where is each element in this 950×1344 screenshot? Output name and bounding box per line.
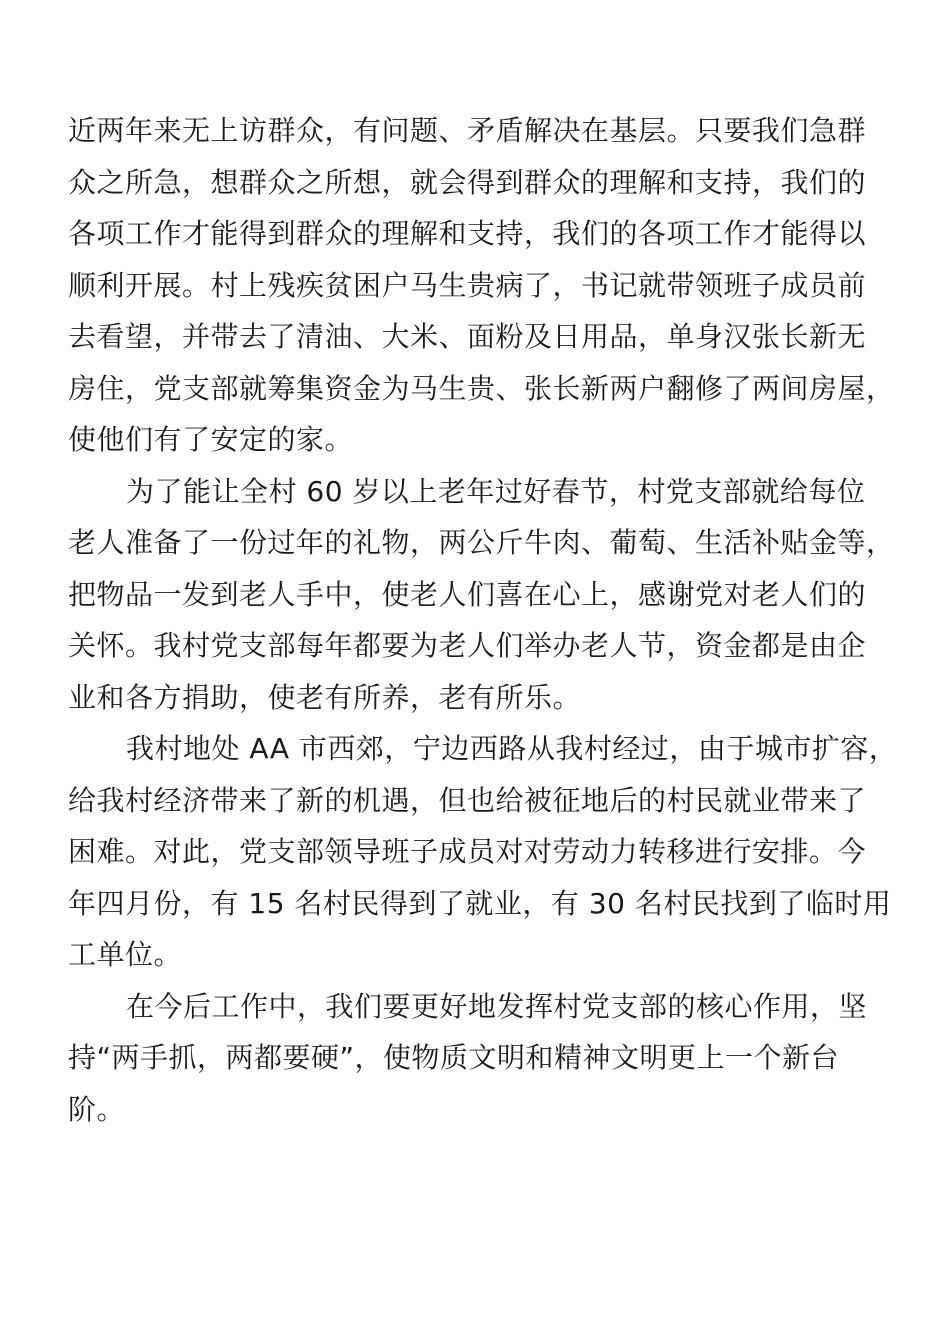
text-line: 各项工作才能得到群众的理解和支持，我们的各项工作才能得以: [68, 217, 867, 250]
text-line: 老人准备了一份过年的礼物，两公斤牛肉、葡萄、生活补贴金等，: [68, 526, 895, 559]
text-line: 顺利开展。村上残疾贫困户马生贵病了，书记就带领班子成员前: [68, 268, 867, 302]
text-line: 业和各方捐助，使老有所养，老有所乐。: [68, 680, 582, 714]
text-line: 持“两手抓，两都要硬”，使物质文明和精神文明更上一个新台: [68, 1041, 840, 1074]
text-line: 我村地处 AA 市西郊，宁边西路从我村经过，由于城市扩容，: [126, 732, 898, 765]
text-line: 把物品一发到老人手中，使老人们喜在心上，感谢党对老人们的: [68, 577, 867, 611]
text-line: 年四月份，有 15 名村民得到了就业，有 30 名村民找到了临时用: [68, 886, 892, 920]
paragraph-3: [68, 723, 898, 981]
text-line: 房住，党支部就筹集资金为马生贵、张长新两户翻修了两间房屋，: [68, 371, 895, 405]
text-line: 使他们有了安定的家。: [68, 423, 354, 456]
text-line: 近两年来无上访群众，有问题、矛盾解决在基层。只要我们急群: [68, 114, 867, 147]
text-line: 为了能让全村 60 岁以上老年过好春节，村党支部就给每位: [126, 474, 866, 508]
paragraph-4: [68, 981, 898, 1136]
document-body: [68, 105, 898, 1135]
text-line: 关怀。我村党支部每年都要为老人们举办老人节，资金都是由企: [68, 629, 867, 662]
text-line: 工单位。: [68, 938, 183, 971]
text-line: 在今后工作中，我们要更好地发挥村党支部的核心作用，坚: [126, 989, 868, 1023]
text-line: 阶。: [68, 1092, 126, 1126]
text-line: 众之所急，想群众之所想，就会得到群众的理解和支持，我们的: [68, 165, 867, 199]
text-line: 去看望，并带去了清油、大米、面粉及日用品，单身汉张长新无: [68, 320, 867, 353]
text-line: 给我村经济带来了新的机遇，但也给被征地后的村民就业带来了: [68, 783, 867, 817]
paragraph-1: [68, 105, 898, 466]
paragraph-2: [68, 466, 898, 724]
text-line: 困难。对此，党支部领导班子成员对对劳动力转移进行安排。今: [68, 835, 867, 868]
